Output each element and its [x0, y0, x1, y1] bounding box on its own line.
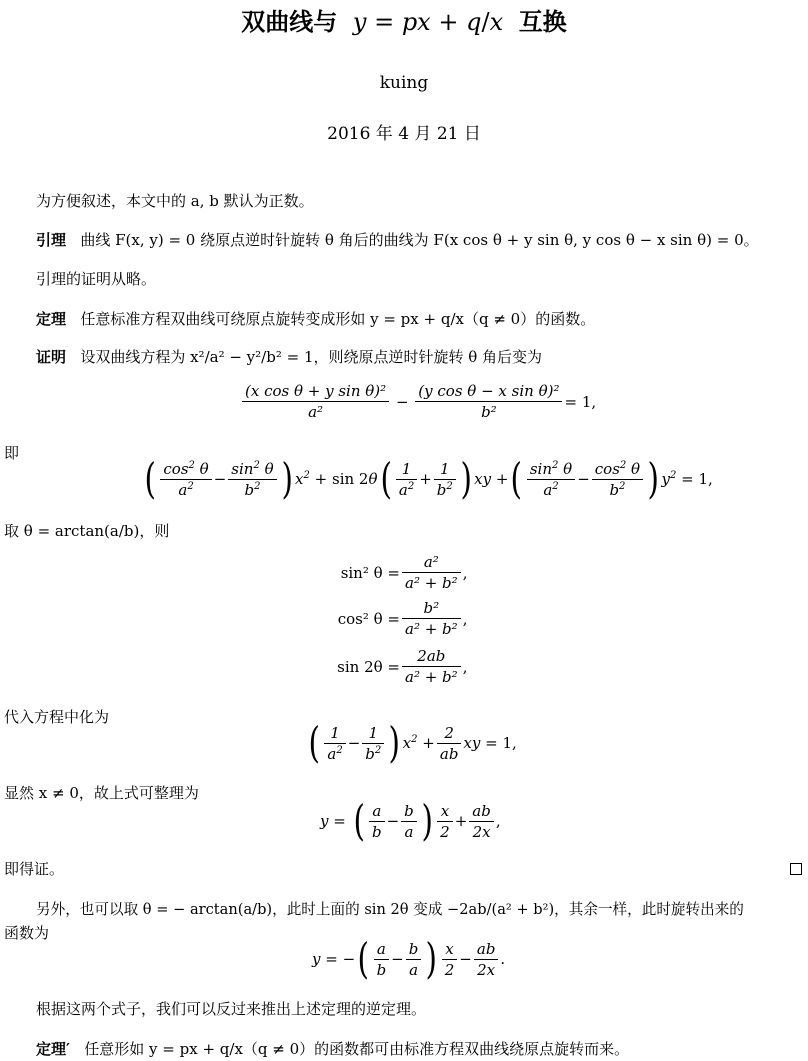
eq3-num: 2ab	[402, 647, 461, 667]
equation-result: y = ( $\frac{a}{b}$ − $\frac{b}{a}$ ) $\frac{x}{2}$ + $\frac{ab}{2x}$ ,	[320, 796, 501, 845]
eq1-num1: (x cos θ + y sin θ)²	[242, 382, 389, 402]
equation-alt: y = − ( $\frac{a}{b}$ − $\frac{b}{a}$ ) $\frac{x}{2}$ − $\frac{ab}{2x}$ .	[312, 934, 506, 983]
equation-cos2: cos² θ = $\frac{\text{b²}}{\text{a² + b²}}$ ,	[330, 599, 467, 638]
eq3-den: a² + b²	[405, 574, 458, 592]
theorem-label: 定理	[36, 310, 67, 328]
eq1-den1: a²	[308, 403, 324, 421]
eq3-lhs: sin² θ =	[340, 563, 400, 582]
equation-rotated: $\frac{\text{(x cos θ + y sin θ)²}}{\text{a²}}$ − $\frac{\text{(y cos θ − x sin θ)²}}{\text{b²}}$ = 1,	[240, 382, 596, 421]
eq3-den: a² + b²	[405, 620, 458, 638]
qed-box	[790, 861, 802, 879]
eq3-den: a² + b²	[405, 668, 458, 686]
obvious-text: 显然 x ≠ 0，故上式可整理为	[4, 784, 199, 802]
eq3-lhs: sin 2θ =	[337, 657, 400, 676]
eq3-num: a²	[402, 553, 461, 573]
eq1-den2: b²	[481, 403, 497, 421]
page-title: 双曲线与 y = px + q/x 互换	[241, 8, 567, 36]
proof	[36, 346, 542, 367]
eq3-lhs: cos² θ =	[337, 609, 400, 628]
another-text-cont: 函数为	[4, 924, 50, 942]
equation-sin2: sin² θ = $\frac{\text{a²}}{\text{a² + b²}}$ ,	[330, 553, 467, 592]
qed-text: 即得证。	[4, 860, 65, 878]
intro-text: 为方便叙述，本文中的 a, b 默认为正数。	[36, 192, 314, 210]
lemma-proof-text: 引理的证明从略。	[36, 270, 157, 288]
eq3-num: b²	[402, 599, 461, 619]
theorem	[36, 308, 595, 329]
equation-expanded: ( $\frac{\cos^2 \theta}{a^2}$ − $\frac{\sin^2 \theta}{b^2}$ ) $x^2$ + sin 2 θ ( $\frac{1}{a^2}$ + $\frac{1}{b^2}$ ) xy + ( $\frac{\sin^2 \theta}{a^2}$ − $\frac{\cos^2 \theta}{b^2}$ ) $y^2$ = 1,	[144, 454, 713, 503]
proof-label: 证明	[36, 348, 67, 366]
theorem-prime-label: 定理′	[36, 1040, 70, 1058]
lemma	[36, 229, 759, 250]
author: kuing	[379, 73, 429, 93]
ji-text: 即	[4, 444, 20, 462]
take-text: 取 θ = arctan(a/b)，则	[4, 522, 170, 540]
equation-substituted: ( $\frac{1}{a^2}$ − $\frac{1}{b^2}$ ) $x^2$ + $\frac{2}{ab}$ xy = 1,	[308, 718, 517, 767]
eq1-num2: (y cos θ − x sin θ)²	[415, 382, 562, 402]
lemma-label: 引理	[36, 231, 67, 249]
eq1-rhs: = 1,	[564, 392, 597, 411]
lemma-text: 曲线 F(x, y) = 0 绕原点逆时针旋转 θ 角后的曲线为 F(x cos θ + y sin θ, y cos θ − x sin θ) = 0。	[80, 231, 759, 249]
date: 2016 年 4 月 21 日	[327, 124, 481, 144]
theorem-prime	[36, 1038, 629, 1059]
subst-text: 代入方程中化为	[4, 708, 110, 726]
equation-sin2theta: sin 2θ = $\frac{2ab}{\text{a² + b²}}$ ,	[330, 647, 467, 686]
converse-text: 根据这两个式子，我们可以反过来推出上述定理的逆定理。	[36, 1000, 427, 1018]
theorem-text: 任意标准方程双曲线可绕原点旋转变成形如 y = px + q/x（q ≠ 0）的函数。	[80, 310, 596, 328]
theorem-prime-text: 任意形如 y = px + q/x（q ≠ 0）的函数都可由标准方程双曲线绕原点旋转而来。	[84, 1040, 630, 1058]
another-text: 另外，也可以取 θ = − arctan(a/b)，此时上面的 sin 2θ 变成 −2ab/(a² + b²)，其余一样，此时旋转出来的	[36, 901, 744, 918]
proof-text: 设双曲线方程为 x²/a² − y²/b² = 1，则绕原点逆时针旋转 θ 角后变为	[80, 348, 543, 366]
